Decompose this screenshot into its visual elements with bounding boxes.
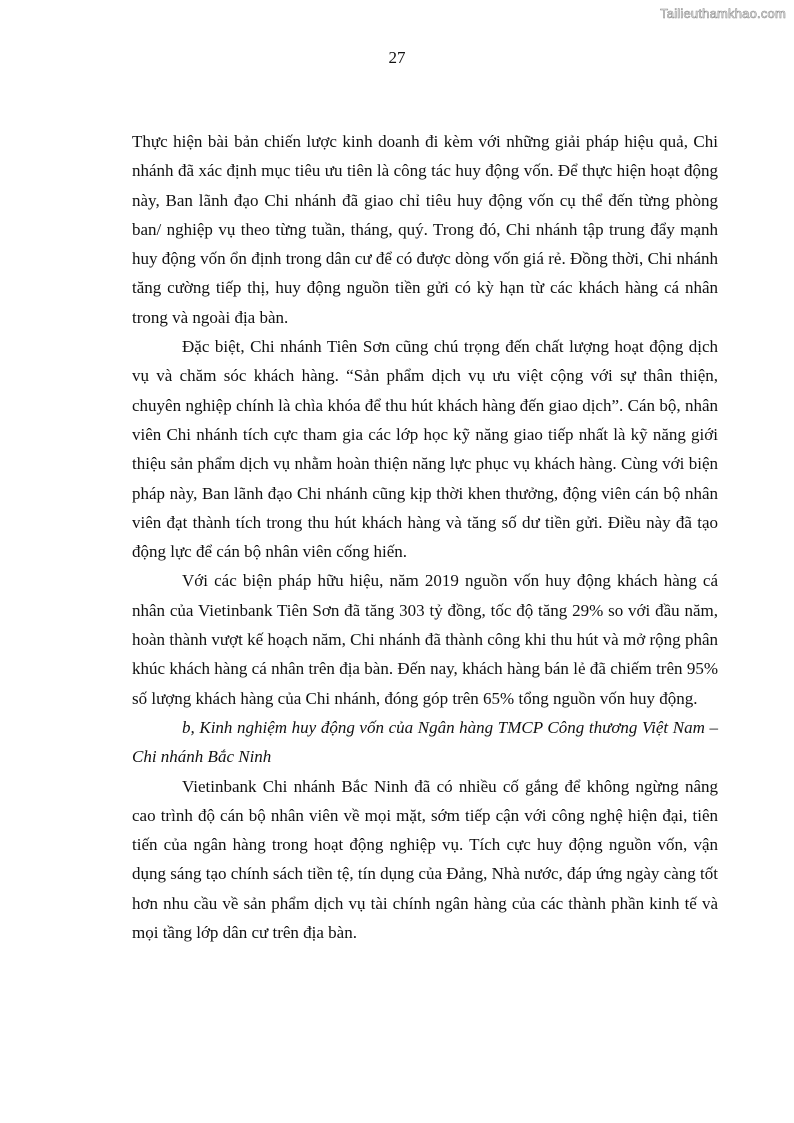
paragraph-vietinbank-bac-ninh: Vietinbank Chi nhánh Bắc Ninh đã có nhiều cố gắng để không ngừng nâng cao trình độ cán bộ nhân viên về mọi mặt, sớm tiếp cận với công nghệ hiện đại, tiên tiến của ngân hàng trong hoạt động nghiệp vụ. Tích cực huy động nguồn vốn, vận dụng sáng tạo chính sách tiền tệ, tín dụng của Đảng, Nhà nước, đáp ứng ngày càng tốt hơn nhu cầu về sản phẩm dịch vụ tài chính ngân hàng của các thành phần kinh tế và mọi tầng lớp dân cư trên địa bàn. [132, 776, 718, 943]
watermark-text: Tailieuthamkhao.com [660, 6, 786, 21]
section-heading-bac-ninh: b, Kinh nghiệm huy động vốn của Ngân hàng TMCP Công thương Việt Nam – Chi nhánh Bắc Ninh [132, 717, 718, 767]
paragraph-cham-soc-khach-hang: Đặc biệt, Chi nhánh Tiên Sơn cũng chú trọng đến chất lượng hoạt động dịch vụ và chăm sóc khách hàng. “Sản phẩm dịch vụ ưu việt cộng với sự thân thiện, chuyên nghiệp chính là chìa khóa để thu hút khách hàng đến giao dịch”. Cán bộ, nhân viên Chi nhánh tích cực tham gia các lớp học kỹ năng giao tiếp nhất là kỹ năng giới thiệu sản phẩm dịch vụ nhằm hoàn thiện năng lực phục vụ khách hàng. Cùng với biện pháp này, Ban lãnh đạo Chi nhánh cũng kịp thời khen thưởng, động viên cán bộ nhân viên đạt thành tích trong thu hút khách hàng và tăng số dư tiền gửi. Điều này đã tạo động lực để cán bộ nhân viên cống hiến. [132, 337, 718, 562]
document-body [132, 127, 718, 947]
paragraph-ket-qua-2019: Với các biện pháp hữu hiệu, năm 2019 nguồn vốn huy động khách hàng cá nhân của Vietinbank Tiên Sơn đã tăng 303 tỷ đồng, tốc độ tăng 29% so với đầu năm, hoàn thành vượt kế hoạch năm, Chi nhánh đã thành công khi thu hút và mở rộng phân khúc khách hàng cá nhân trên địa bàn. Đến nay, khách hàng bán lẻ đã chiếm trên 95% số lượng khách hàng của Chi nhánh, đóng góp trên 65% tổng nguồn vốn huy động. [132, 571, 718, 708]
paragraph-huy-dong-von-tien-son: Thực hiện bài bản chiến lược kinh doanh đi kèm với những giải pháp hiệu quả, Chi nhánh đã xác định mục tiêu ưu tiên là công tác huy động vốn. Để thực hiện hoạt động này, Ban lãnh đạo Chi nhánh đã giao chỉ tiêu huy động vốn cụ thể đến từng phòng ban/ nghiệp vụ theo từng tuần, tháng, quý. Trong đó, Chi nhánh tập trung đẩy mạnh huy động vốn ổn định trong dân cư để có được dòng vốn giá rẻ. Đồng thời, Chi nhánh tăng cường tiếp thị, huy động nguồn tiền gửi có kỳ hạn từ các khách hàng cá nhân trong và ngoài địa bàn. [132, 132, 718, 327]
page-number: 27 [388, 48, 406, 67]
